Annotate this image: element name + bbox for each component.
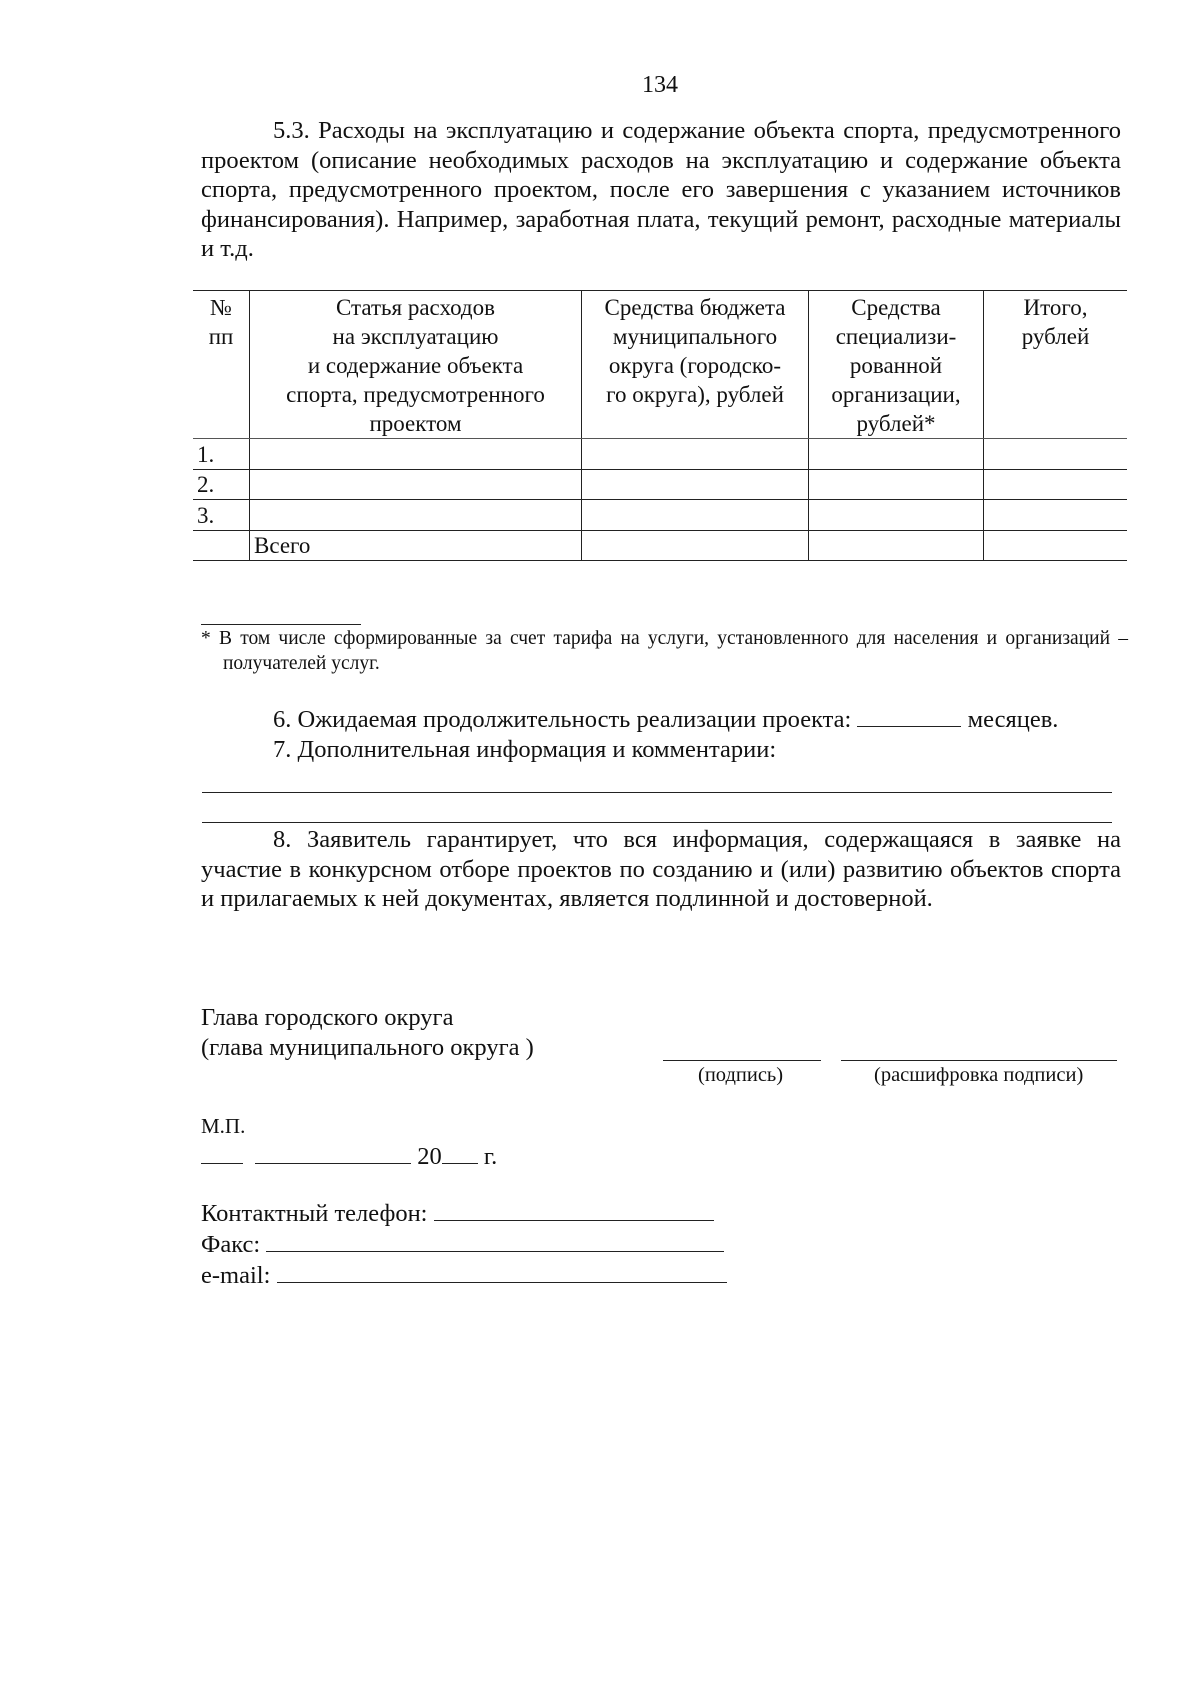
fax-field[interactable] [266,1229,724,1252]
item-8-guarantee-paragraph: 8. Заявитель гарантирует, что вся информация, содержащаяся в заявке на участие в конкурсном отборе проектов по созданию и (или) развитию объектов спорта и прилагаемых к ней документах, является подлинной и достоверной. [201,826,1121,912]
item-6-label: 6. Ожидаемая продолжительность реализации проекта: [273,706,852,733]
header-expense-item: Статья расходов на эксплуатацию и содержание объекта спорта, предусмотренного проектом [250,291,582,439]
phone-field[interactable] [434,1198,714,1221]
footnote-divider [201,624,361,625]
expenses-table [193,290,1127,561]
email-field[interactable] [277,1260,727,1283]
table-row [193,469,1127,500]
table-cell[interactable] [984,469,1128,500]
item-7-additional-info: 7. Дополнительная информация и комментарии: [273,736,777,763]
contact-email-line [201,1260,727,1291]
page-number: 134 [642,72,678,98]
table-cell[interactable] [809,469,984,500]
email-label: e-mail: [201,1262,271,1289]
table-cell-total-label: Всего [250,530,582,561]
table-total-row [193,530,1127,561]
date-year-prefix: 20 [417,1143,442,1170]
contact-fax-line [201,1229,724,1260]
fax-label: Факс: [201,1231,261,1258]
table-cell[interactable] [582,500,809,531]
date-day-field[interactable] [201,1141,243,1164]
item-6-suffix: месяцев. [967,706,1059,733]
table-cell: 2. [193,469,250,500]
table-cell[interactable] [582,530,809,561]
header-number: № пп [193,291,250,439]
table-row [193,439,1127,470]
table-cell[interactable] [984,530,1128,561]
table-cell[interactable] [582,469,809,500]
date-line [201,1141,497,1172]
header-specialized-organization: Средства специализи- рованной организации, рублей* [809,291,984,439]
table-cell[interactable] [250,500,582,531]
stamp-placeholder: М.П. [201,1114,246,1138]
duration-months-field[interactable] [857,704,961,727]
signature-caption: (подпись) [698,1064,784,1086]
table-cell[interactable] [250,439,582,470]
contact-phone-line [201,1198,714,1229]
section-5-3-paragraph: 5.3. Расходы на эксплуатацию и содержание объекта спорта, предусмотренного проектом (описание необходимых расходов на эксплуатацию и содержание объекта спорта, предусмотренного проектом, после его завершения с указанием источников финансирования). Например, заработная плата, текущий ремонт, расходные материалы и т.д. [201,117,1121,262]
signature-field[interactable] [663,1060,821,1061]
table-cell: 1. [193,439,250,470]
table-cell[interactable] [984,500,1128,531]
table-cell[interactable] [809,439,984,470]
phone-label: Контактный телефон: [201,1200,428,1227]
date-year-suffix: г. [483,1143,498,1170]
comment-line-1[interactable] [202,792,1112,793]
table-cell[interactable] [250,469,582,500]
signature-decoding-field[interactable] [841,1060,1117,1061]
date-year-field[interactable] [442,1141,478,1164]
item-6-duration [273,704,1058,735]
header-municipal-budget: Средства бюджета муниципального округа (городско- го округа), рублей [582,291,809,439]
table-cell [193,530,250,561]
table-cell[interactable] [984,439,1128,470]
comment-line-2[interactable] [202,822,1112,823]
header-total: Итого, рублей [984,291,1128,439]
table-cell[interactable] [809,500,984,531]
table-cell[interactable] [582,439,809,470]
signatory-title-line-1: Глава городского округа [201,1004,454,1031]
footnote: * В том числе сформированные за счет тарифа на услуги, установленного для населения и организаций – получателей услуг. [201,628,1128,674]
date-month-field[interactable] [255,1141,411,1164]
signature-decoding-caption: (расшифровка подписи) [874,1064,1084,1086]
table-cell: 3. [193,500,250,531]
table-header-row [193,291,1127,439]
table-row [193,500,1127,531]
table-cell[interactable] [809,530,984,561]
signatory-title-line-2: (глава муниципального округа ) [201,1034,534,1061]
